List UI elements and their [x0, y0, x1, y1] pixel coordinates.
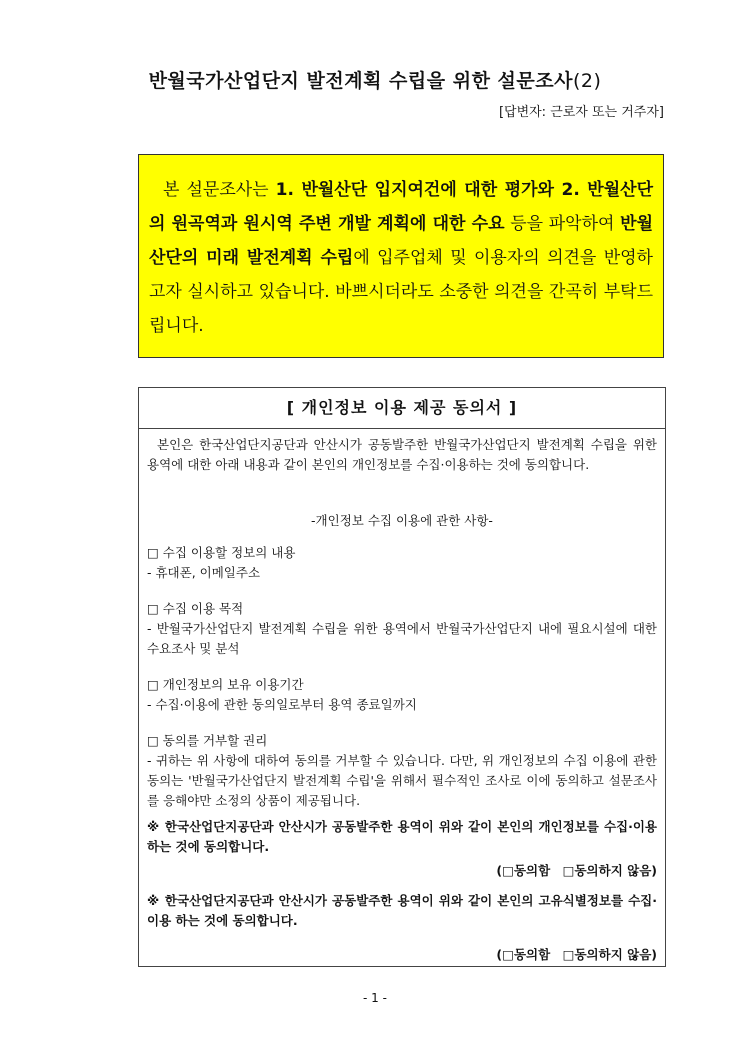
- section-period-heading: □ 개인정보의 보유 이용기간: [147, 677, 304, 692]
- intro-box: [138, 154, 664, 358]
- agreement-unique-id: ※ 한국산업단지공단과 안산시가 공동발주한 용역이 위와 같이 본인의 고유식별정보를 수집·이용 하는 것에 동의합니다.: [147, 893, 657, 928]
- respondent-label: [답변자: 근로자 또는 거주자]: [498, 105, 664, 120]
- section-purpose-heading: □ 수집 이용 목적: [147, 601, 244, 616]
- consent-title: [ 개인정보 이용 제공 동의서 ]: [139, 388, 665, 429]
- consent-intro: 본인은 한국산업단지공단과 안산시가 공동발주한 반월국가산업단지 발전계획 수립을 위한 용역에 대한 아래 내용과 같이 본인의 개인정보를 수집·이용하는 것에 동의합니다.: [147, 437, 657, 472]
- section-refusal-heading: □ 동의를 거부할 권리: [147, 733, 268, 748]
- page-number: - 1 -: [363, 991, 387, 1005]
- section-purpose-body: - 반월국가산업단지 발전계획 수립을 위한 용역에서 반월국가산업단지 내에 필요시설에 대한 수요조사 및 분석: [147, 621, 657, 656]
- intro-bold-2: 반월산단의 미래 발전계획 수립: [149, 214, 653, 268]
- agreement-unique-id-choice[interactable]: (□동의함 □동의하지 않음): [496, 947, 657, 962]
- intro-text-3: 에 입주업체 및 이용자의 의견을 반영하고자 실시하고 있습니다. 바쁘시더라도 소중한 의견을 간곡히 부탁드립니다.: [149, 248, 653, 336]
- survey-title: [0, 66, 750, 93]
- agreement-personal-info-choice[interactable]: (□동의함 □동의하지 않음): [496, 863, 657, 878]
- survey-number: (2): [572, 70, 602, 92]
- intro-text-2: 등을 파악하여: [504, 214, 621, 234]
- intro-text-1: 본 설문조사는: [163, 180, 276, 200]
- consent-subtitle: -개인정보 수집 이용에 관한 사항-: [311, 513, 493, 528]
- agreement-personal-info: ※ 한국산업단지공단과 안산시가 공동발주한 용역이 위와 같이 본인의 개인정보를 수집·이용하는 것에 동의합니다.: [147, 819, 657, 854]
- consent-form: [138, 387, 666, 967]
- section-info-body: - 휴대폰, 이메일주소: [147, 565, 261, 580]
- section-info-heading: □ 수집 이용할 정보의 내용: [147, 545, 296, 560]
- section-refusal-body: - 귀하는 위 사항에 대하여 동의를 거부할 수 있습니다. 다만, 위 개인정보의 수집 이용에 관한 동의는 '반월국가산업단지 발전계획 수립'을 위해서 필수적인 조사로 이에 동의하고 설문조사를 응해야만 소정의 상품이 제공됩니다.: [147, 753, 657, 808]
- intro-bold-1: 1. 반월산단 입지여건에 대한 평가와 2. 반월산단의 원곡역과 원시역 주변 개발 계획에 대한 수요: [149, 180, 653, 234]
- survey-title-text: 반월국가산업단지 발전계획 수립을 위한 설문조사: [148, 70, 573, 92]
- section-period-body: - 수집·이용에 관한 동의일로부터 용역 종료일까지: [147, 697, 417, 712]
